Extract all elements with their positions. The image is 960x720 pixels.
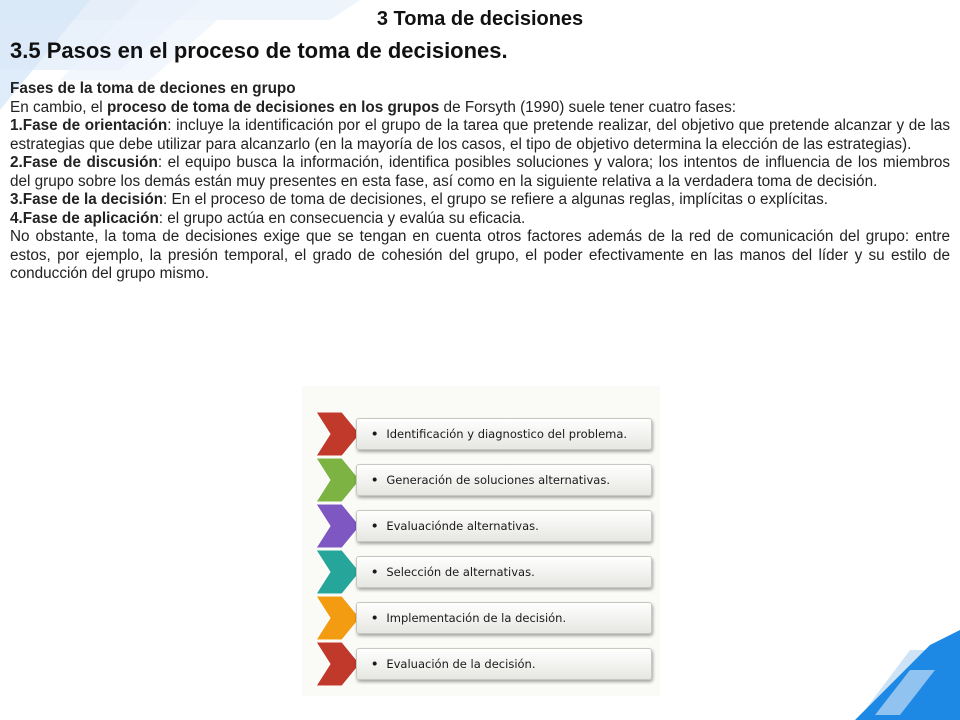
step-row	[316, 642, 656, 686]
step-label: • Evaluaciónde alternativas.	[356, 510, 652, 542]
phase-3: 3.Fase de la decisión: En el proceso de toma de decisiones, el grupo se refiere a algunas reglas, implícitas o explícitas.	[10, 191, 828, 208]
phase-1: 1.Fase de orientación: incluye la identificación por el grupo de la tarea que pretende realizar, del objetivo que pretende alcanzar y de las estrategias que debe utilizar para alcanzarlo (en la mayoría de los casos, el tipo de objetivo determina la elección de las estrategias).	[10, 117, 950, 153]
step-label: • Generación de soluciones alternativas.	[356, 464, 652, 496]
section-heading: Fases de la toma de deciones en grupo	[10, 80, 296, 97]
corner-decoration-bottom-right	[760, 590, 960, 720]
step-row	[316, 596, 656, 640]
intro-paragraph: En cambio, el proceso de toma de decisiones en los grupos de Forsyth (1990) suele tener cuatro fases:	[10, 98, 737, 116]
step-label: • Implementación de la decisión.	[356, 602, 652, 634]
step-label: • Evaluación de la decisión.	[356, 648, 652, 680]
body-text	[10, 80, 950, 284]
closing-paragraph: No obstante, la toma de decisiones exige que se tengan en cuenta otros factores además de la red de comunicación del grupo: entre estos, por ejemplo, la presión temporal, el grado de cohesión del grupo, el poder efectivamente en las manos del líder y su estilo de conducción del grupo mismo.	[10, 228, 950, 282]
step-row	[316, 458, 656, 502]
step-row	[316, 504, 656, 548]
slide-subtitle: 3.5 Pasos en el proceso de toma de decisiones.	[10, 38, 508, 63]
step-label: • Identificación y diagnostico del problema.	[356, 418, 652, 450]
step-label: • Selección de alternativas.	[356, 556, 652, 588]
step-row	[316, 412, 656, 456]
slide-title: 3 Toma de decisiones	[376, 8, 584, 30]
step-row	[316, 550, 656, 594]
phase-4: 4.Fase de aplicación: el grupo actúa en consecuencia y evalúa su eficacia.	[10, 209, 526, 227]
decision-steps-figure	[302, 386, 660, 696]
phase-2: 2.Fase de discusión: el equipo busca la información, identifica posibles soluciones y valora; los intentos de influencia de los miembros del grupo sobre los demás están muy presentes en esta fase, así como en la siguiente relativa a la verdadera toma de decisión.	[10, 154, 951, 190]
